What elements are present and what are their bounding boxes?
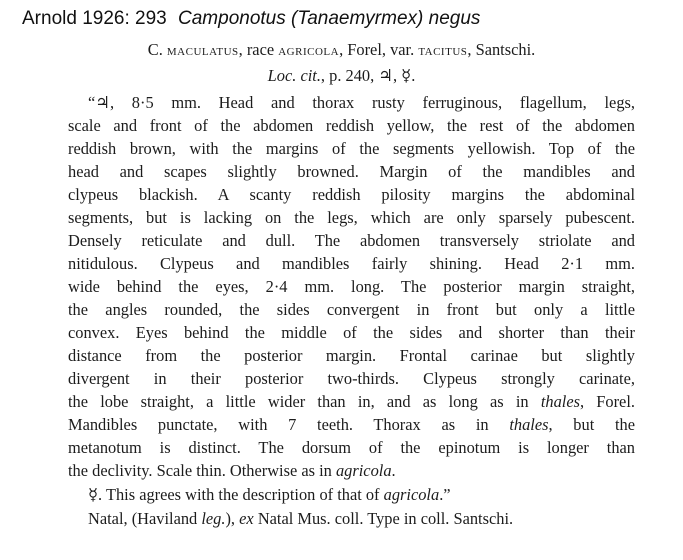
- worker-line: ☿. This agrees with the description of that of agricola.”: [88, 485, 451, 504]
- loc-cit: Loc. cit.: [267, 66, 321, 85]
- locality-line: Natal, (Haviland leg.), ex Natal Mus. coll. Type in coll. Santschi.: [88, 509, 514, 528]
- description-line: segments, but is lacking on the legs, which are only sparsely pubescent.: [68, 208, 635, 227]
- description-line: divergent in their posterior two-thirds. Clypeus strongly carinate,: [68, 369, 635, 388]
- citation-header: [22, 8, 480, 30]
- worker-ref: agricola: [383, 485, 440, 504]
- taxon-author-santschi: , Santschi.: [467, 40, 536, 59]
- collector-leg: leg.: [201, 509, 226, 528]
- description-line: clypeus blackish. A scanty reddish pilosity margins the abdominal: [68, 185, 635, 204]
- description-line: scale and front of the abdomen reddish yellow, the rest of the abdomen: [68, 116, 635, 135]
- description-line: convex. Eyes behind the middle of the sides and shorter than their: [68, 323, 635, 342]
- taxon-variety: tacitus: [418, 40, 468, 59]
- description-line: the lobe straight, a little wider than in, and as long as in thales, Forel.: [68, 392, 635, 411]
- taxon-author-forel: , Forel, var.: [339, 40, 415, 59]
- description-line: distance from the posterior margin. Frontal carinae but slightly: [68, 346, 635, 365]
- description-line: the angles rounded, the sides convergent in front but only a little: [68, 300, 635, 319]
- locality-text: Natal, (Haviland: [88, 509, 198, 528]
- description-line: metanotum is distinct. The dorsum of the epinotum is longer than: [68, 438, 635, 457]
- description-line: Densely reticulate and dull. The abdomen transversely striolate and: [68, 231, 635, 250]
- loc-cit-rest: , p. 240, ♃, ☿.: [320, 66, 416, 85]
- description-line: reddish brown, with the margins of the segments yellowish. Top of the: [68, 139, 635, 158]
- description-line: “♃, 8·5 mm. Head and thorax rusty ferruginous, flagellum, legs,: [88, 93, 635, 112]
- description-line: wide behind the eyes, 2·4 mm. long. The posterior margin straight,: [68, 277, 635, 296]
- species-name: Camponotus (Tanaemyrmex) negus: [178, 8, 481, 29]
- description-line: nitidulous. Clypeus and mandibles fairly shining. Head 2·1 mm.: [68, 254, 635, 273]
- loc-cit-line: [0, 66, 683, 86]
- description-line: Mandibles punctate, with 7 teeth. Thorax as in thales, but the: [68, 415, 635, 434]
- worker-text: ☿. This agrees with the description of that of: [88, 485, 380, 504]
- taxon-species: maculatus: [166, 40, 239, 59]
- taxon-line: [0, 40, 683, 60]
- description-line: the declivity. Scale thin. Otherwise as in agricola.: [68, 461, 396, 480]
- description-line: head and scapes slightly browned. Margin of the mandibles and: [68, 162, 635, 181]
- citation-text: Arnold 1926: 293: [22, 8, 167, 29]
- ex-word: ex: [239, 509, 254, 528]
- genus-abbr: C.: [147, 40, 163, 59]
- race-word: , race: [238, 40, 275, 59]
- taxon-race: agricola: [278, 40, 340, 59]
- type-collection: Natal Mus. coll. Type in coll. Santschi.: [257, 509, 514, 528]
